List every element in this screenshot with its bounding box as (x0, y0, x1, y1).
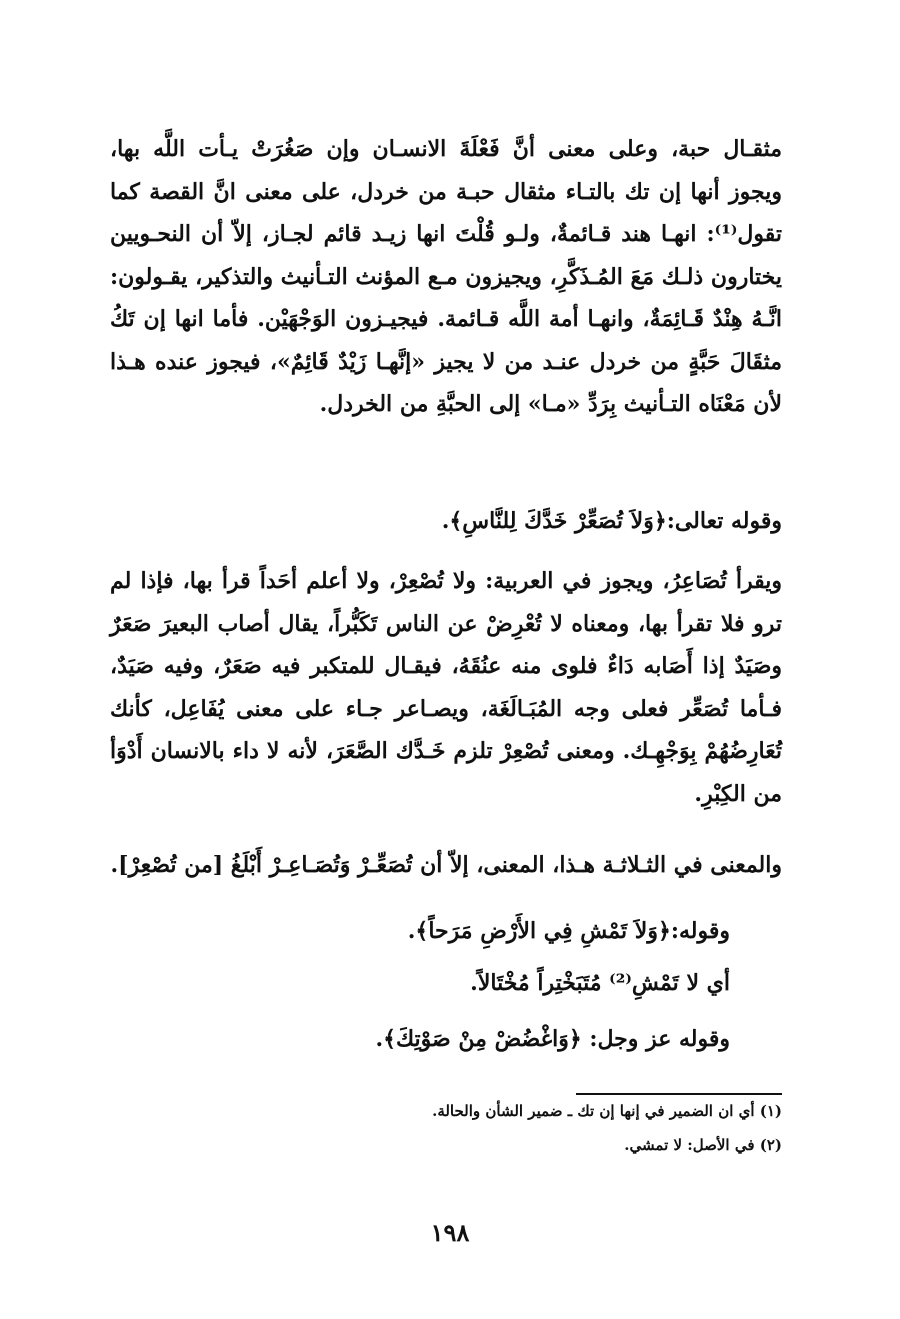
footnote-divider (576, 1093, 782, 1095)
explanation-line: أي لا تَمْشِ⁽²⁾ مُتَبَخْتِراً مُخْتَالاً. (470, 970, 730, 996)
footnote-2: (٢) في الأصل: لا تمشي. (624, 1136, 782, 1154)
verse-line-voice: وقوله عز وجل: ﴿وَاغْضُضْ مِنْ صَوْتِكَ﴾. (375, 1026, 730, 1052)
paragraph-3: ويقرأ تُصَاعِرُ، ويجوز في العربية: ولا تُصْعِرْ، ولا أعلم أحَداً قرأ بها، فإذا لم ترو فلا تقرأ بها، ومعناه لا تُعْرِضْ عن الناس تَكَبُّراً، يقال أصاب البعيرَ صَعَرٌ وصَيَدٌ إذا أَصَابه دَاءٌ فلوى منه عنُقَهُ، فيقـال للمتكبر فيه صَعَرٌ، وفيه صَيَدٌ، فـأما تُصَعِّر فعلى وجه المُبَـالَغَة، ويصـاعر جـاء على معنى يُفَاعِل، كأنك تُعَارِضُهُمْ بِوَجْهِـك. ومعنى تُصْعِرْ تلزم خَـدَّك الصَّعَرَ، لأنه لا داء بالانسان أَدْوَأ من الكِبْرِ. (110, 568, 782, 807)
page-number: ١٩٨ (430, 1218, 470, 1247)
paragraph-2-verse: وقوله تعالى:﴿وَلاَ تُصَعِّرْ خَدَّكَ لِلنَّاسِ﴾. (441, 508, 782, 534)
verse-line-walk: وقوله:﴿وَلاَ تَمْشِ فِي الأَرْضِ مَرَحاً﴾. (407, 918, 730, 944)
footnote-1: (١) أي ان الضمير في إنها إن تك ـ ضمير الشأن والحالة. (432, 1102, 782, 1120)
paragraph-1: مثقـال حبة، وعلى معنى أنَّ فَعْلَةَ الانسـان وإن صَغُرَتْ يـأت اللَّه بها، ويجوز أنها إن تك بالتـاء مثقال حبـة من خردل، على معنى انَّ القصة كما تقول⁽¹⁾: انهـا هند قـائمةٌ، ولـو قُلْتَ انها زيـد قائم لجـاز، إلاّ أن النحـويين يختارون ذلـك مَعَ المُـذَكَّرِ، ويجيزون مـع المؤنث التـأنيث والتذكير، يقـولون: انَّـهُ هِنْدٌ قَـائِمَةٌ، وانهـا أمة اللَّه قـائمة. فيجيـزون الوَجْهَيْن. فأما انها إن تَكُ مثقَالَ حَبَّةٍ من خردل عنـد من لا يجيز «إنَّهـا زَيْدٌ قَائِمٌ»، فيجوز عنده هـذا لأن مَعْنَاه التـأنيث بِرَدِّ «مـا» إلى الحبَّةِ من الخردل. (110, 136, 782, 417)
paragraph-4: والمعنى في الثـلاثـة هـذا، المعنى، إلاّ أن تُصَعِّـرْ وَتُصَـاعِـرْ أَبْلَغُ [من تُصْعِرْ]. (110, 852, 782, 878)
